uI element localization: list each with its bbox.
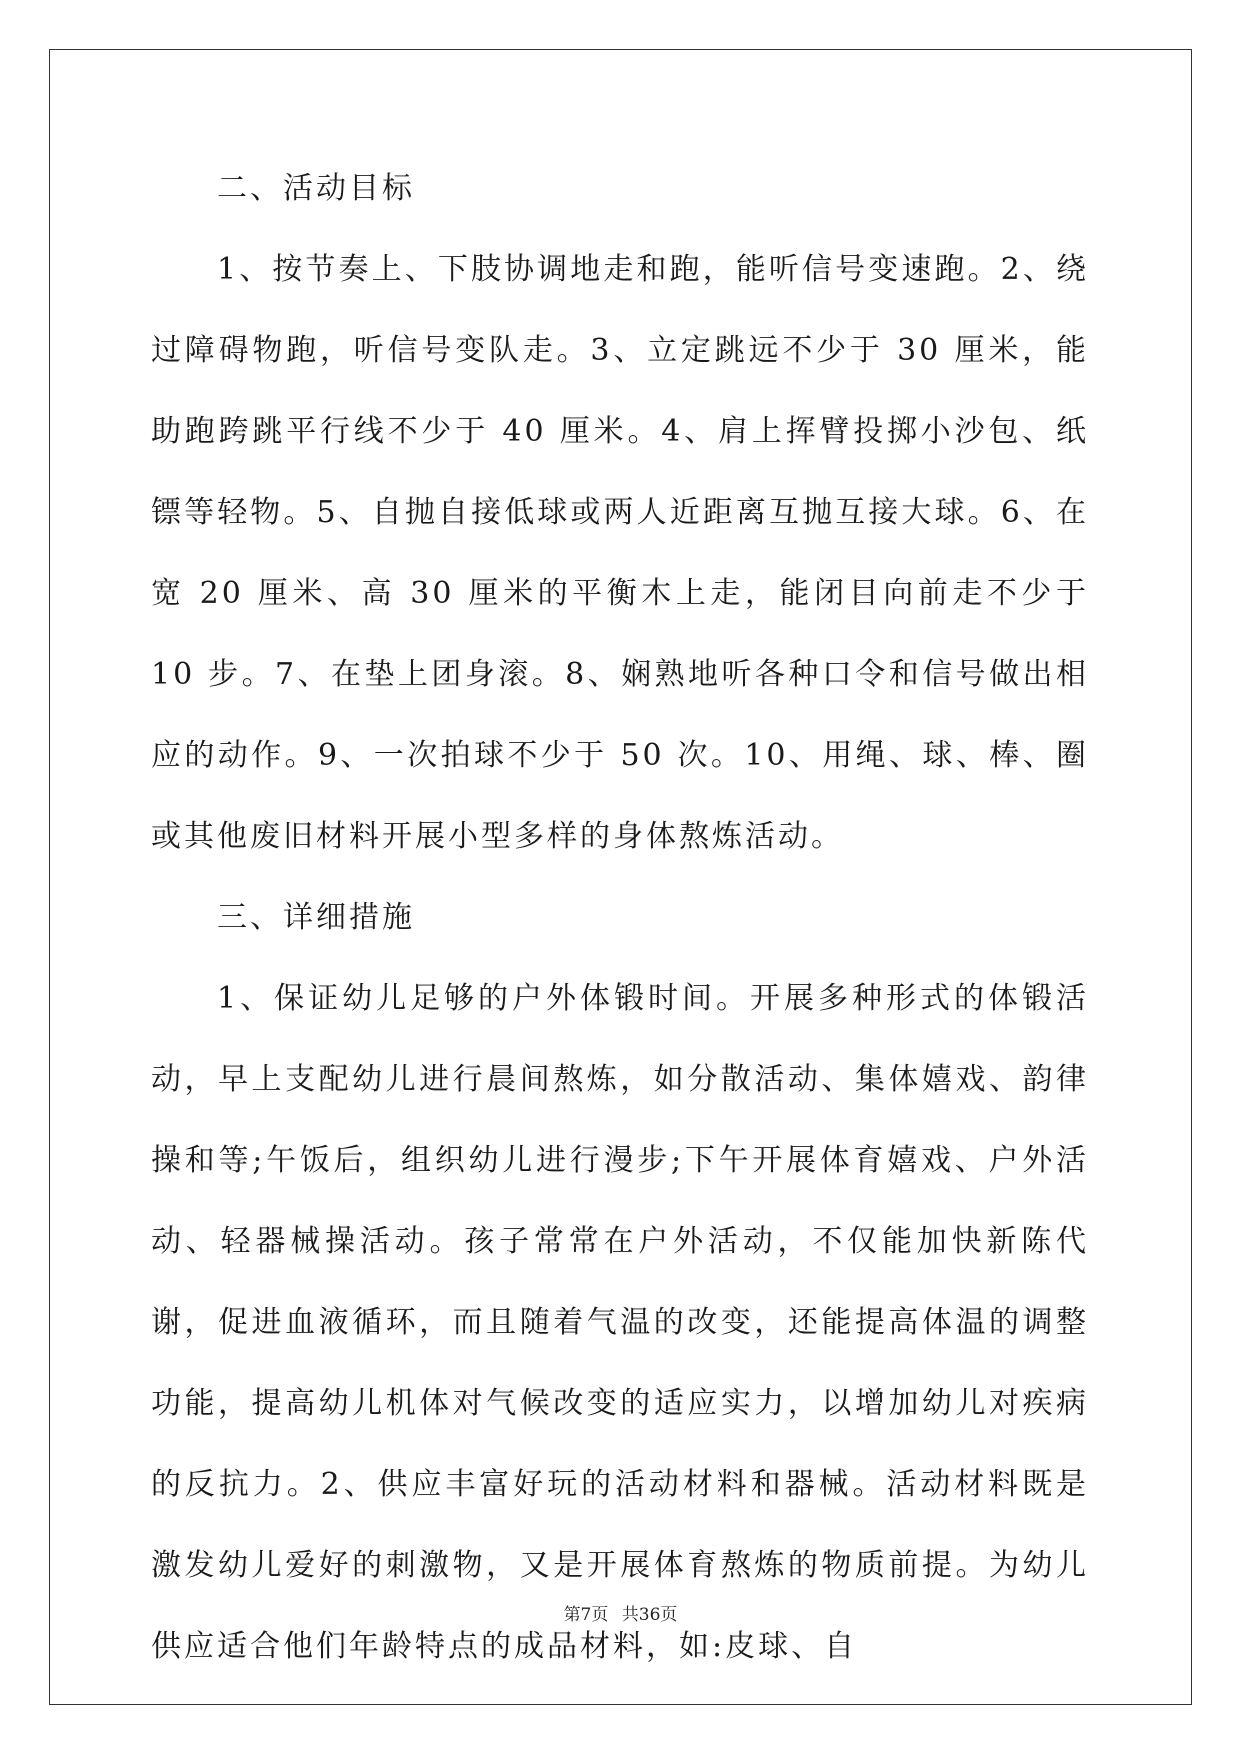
section-body-goals: 1、按节奏上、下肢协调地走和跑，能听信号变速跑。2、绕过障碍物跑，听信号变队走。3、立定跳远不少于 30 厘米，能助跑跨跳平行线不少于 40 厘米。4、肩上挥臂投掷小沙包、纸镖等轻物。5、自抛自接低球或两人近距离互抛互接大球。6、在宽 20 厘米、高 30 厘米的平衡木上走，能闭目向前走不少于 10 步。7、在垫上团身滚。8、娴熟地听各种口令和信号做出相应的动作。9、一次拍球不少于 50 次。10、用绳、球、棒、圈或其他废旧材料开展小型多样的身体熬炼活动。 bbox=[151, 252, 1089, 854]
page-footer bbox=[0, 1600, 1241, 1625]
section-heading-measures: 三、详细措施 bbox=[217, 900, 415, 935]
page-total: 共36页 bbox=[621, 1605, 678, 1625]
section-heading-goals: 二、活动目标 bbox=[217, 171, 415, 206]
section-body-measures: 1、保证幼儿足够的户外体锻时间。开展多种形式的体锻活动，早上支配幼儿进行晨间熬炼，如分散活动、集体嬉戏、韵律操和等;午饭后，组织幼儿进行漫步;下午开展体育嬉戏、户外活动、轻器械操活动。孩子常常在户外活动，不仅能加快新陈代谢，促进血液循环，而且随着气温的改变，还能提高体温的调整功能，提高幼儿机体对气候改变的适应实力，以增加幼儿对疾病的反抗力。2、供应丰富好玩的活动材料和器械。活动材料既是激发幼儿爱好的刺激物，又是开展体育熬炼的物质前提。为幼儿供应适合他们年龄特点的成品材料，如:皮球、自 bbox=[151, 981, 1089, 1664]
page-number: 第7页 bbox=[563, 1605, 609, 1625]
document-body bbox=[151, 148, 1089, 1687]
